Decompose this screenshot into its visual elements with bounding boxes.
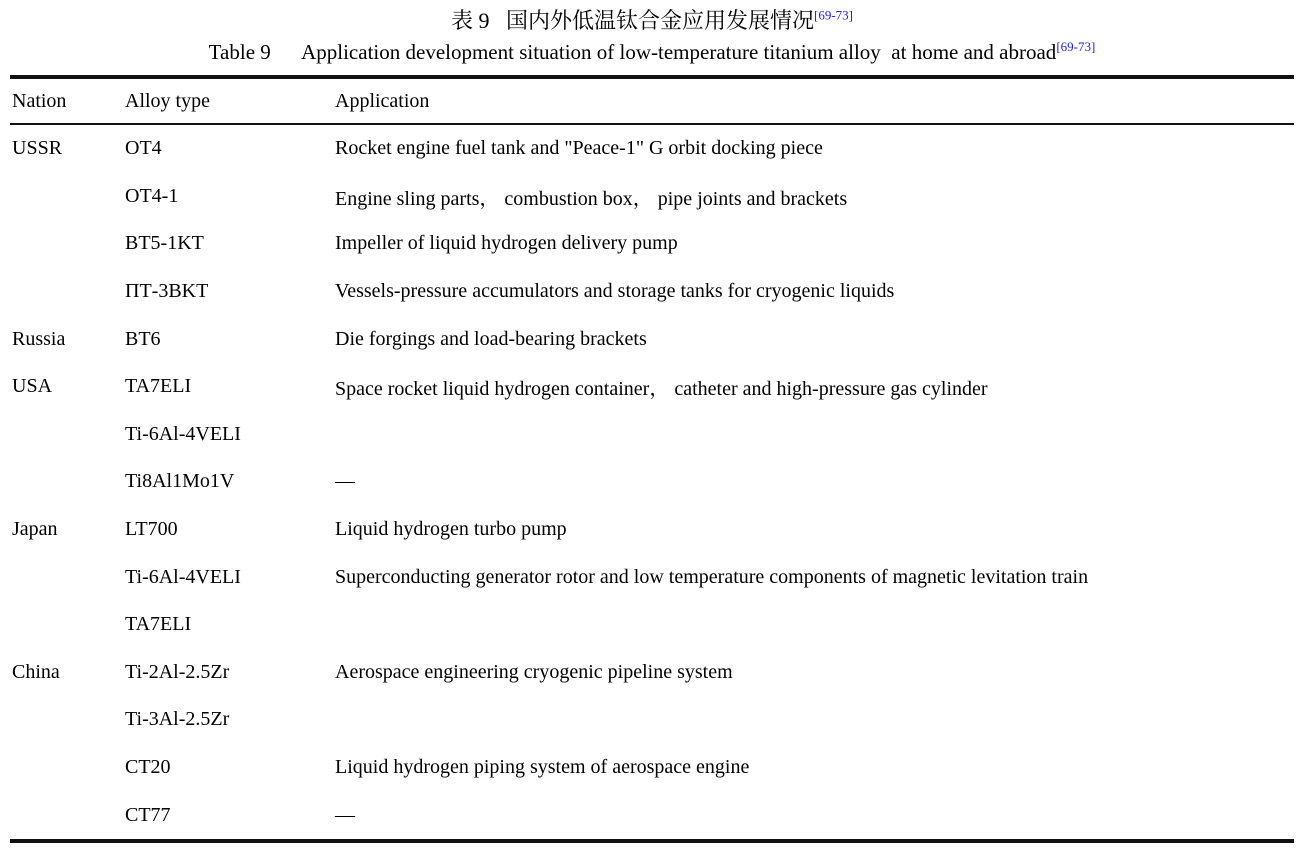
application-cell: —: [335, 803, 355, 826]
alloy-cell: CT77: [125, 803, 171, 826]
application-cell: Aerospace engineering cryogenic pipeline system: [335, 660, 733, 683]
citation-superscript-chinese: [69-73]: [814, 7, 853, 23]
alloy-cell: TA7ELI: [125, 375, 192, 398]
alloy-cell: ПТ-3BKT: [125, 280, 209, 303]
alloy-cell: OT4: [125, 137, 162, 160]
application-cell: —: [335, 470, 355, 493]
application-cell: Liquid hydrogen turbo pump: [335, 518, 567, 541]
application-cell: Rocket engine fuel tank and "Peace-1" G orbit docking piece: [335, 137, 823, 160]
table-row: [10, 363, 1294, 411]
table-row: [10, 411, 1294, 459]
table-header-row: [10, 79, 1294, 123]
table-row: [10, 601, 1294, 649]
table-row: [10, 744, 1294, 792]
table-row: [10, 649, 1294, 697]
table-row: [10, 506, 1294, 554]
alloy-cell: Ti8Al1Mo1V: [125, 470, 235, 493]
table-row: [10, 553, 1294, 601]
alloy-cell: Ti-2Al-2.5Zr: [125, 660, 230, 683]
table-caption-chinese-text: 表 9 国内外低温钛合金应用发展情况: [450, 8, 814, 33]
column-header-application: Application: [335, 89, 430, 112]
table-caption-english-text: Table 9 Application development situation of low-temperature titanium alloy at home and abroad: [208, 40, 1057, 64]
column-header-alloy-type: Alloy type: [125, 89, 210, 112]
data-table: [10, 75, 1294, 843]
nation-cell: China: [12, 660, 60, 683]
table-row: [10, 268, 1294, 316]
application-cell: Die forgings and load-bearing brackets: [335, 327, 647, 350]
table-row: [10, 173, 1294, 221]
alloy-cell: CT20: [125, 756, 171, 779]
alloy-cell: BT5-1KT: [125, 232, 204, 255]
table-row: [10, 696, 1294, 744]
table-row: [10, 791, 1294, 839]
alloy-cell: LT700: [125, 518, 178, 541]
column-header-nation: Nation: [12, 89, 67, 112]
citation-superscript-english: [69-73]: [1056, 39, 1096, 54]
application-cell: Vessels-pressure accumulators and storage tanks for cryogenic liquids: [335, 280, 895, 303]
table-row: [10, 315, 1294, 363]
alloy-cell: Ti-3Al-2.5Zr: [125, 708, 230, 731]
nation-cell: USSR: [12, 137, 63, 160]
nation-cell: USA: [12, 375, 53, 398]
alloy-cell: BT6: [125, 327, 161, 350]
table-bottom-rule: [10, 839, 1294, 843]
application-cell: Liquid hydrogen piping system of aerospace engine: [335, 756, 750, 779]
application-cell: Superconducting generator rotor and low temperature components of magnetic levitation train: [335, 565, 1089, 588]
alloy-cell: TA7ELI: [125, 613, 192, 636]
alloy-cell: Ti-6Al-4VELI: [125, 565, 241, 588]
alloy-cell: OT4-1: [125, 184, 179, 207]
table-row: [10, 220, 1294, 268]
nation-cell: Japan: [12, 518, 58, 541]
table-caption-chinese: [0, 0, 1304, 34]
table-caption-english: [0, 39, 1304, 66]
table-row: [10, 458, 1294, 506]
table-body: [10, 125, 1294, 839]
application-cell: Space rocket liquid hydrogen container， catheter and high-pressure gas cylinder: [335, 378, 988, 401]
application-cell: Impeller of liquid hydrogen delivery pump: [335, 232, 678, 255]
table-row: [10, 125, 1294, 173]
alloy-cell: Ti-6Al-4VELI: [125, 422, 241, 445]
nation-cell: Russia: [12, 327, 66, 350]
application-cell: Engine sling parts， combustion box， pipe joints and brackets: [335, 187, 848, 210]
